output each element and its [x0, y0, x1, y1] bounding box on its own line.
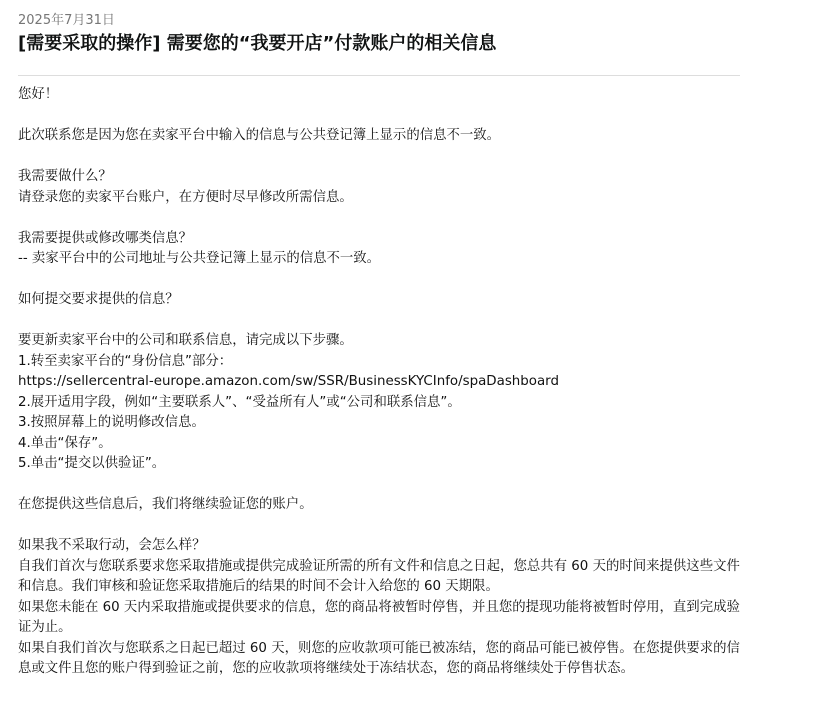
header-divider: [18, 75, 740, 76]
step-1-text: 1.转至卖家平台的“身份信息”部分：: [18, 353, 233, 369]
email-body: [18, 85, 740, 680]
step-3-text: 3.按照屏幕上的说明修改信息。: [18, 415, 205, 430]
email-subject: [需要采取的操作] 需要您的“我要开店”付款账户的相关信息: [18, 33, 497, 54]
after-text: 在您提供这些信息后，我们将继续验证您的账户。: [18, 497, 313, 512]
email-message: [18, 12, 740, 680]
which-info-heading: 我需要提供或修改哪类信息？: [18, 230, 193, 246]
what-todo-heading: 我需要做什么？: [18, 169, 112, 184]
intro-text: 此次联系您是因为您在卖家平台中输入的信息与公共登记簿上显示的信息不一致。: [18, 128, 501, 143]
no-action-paragraph-2: 如果您未能在 60 天内采取措施或提供要求的信息，您的商品将被暂时停售，并且您的提现功能将被暂时停用，直到完成验证为止。: [18, 599, 740, 635]
seller-central-link[interactable]: https://sellercentral-europe.amazon.com/sw/SSR/BusinessKYCInfo/spaDashboard: [18, 374, 559, 389]
what-todo-text: 请登录您的卖家平台账户，在方便时尽早修改所需信息。: [18, 189, 353, 205]
step-2-text: 2.展开适用字段，例如“主要联系人”、“受益所有人”或“公司和联系信息”。: [18, 394, 461, 410]
no-action-paragraph-1: 自我们首次与您联系要求您采取措施或提供完成验证所需的所有文件和信息之日起，您总共有 60 天的时间来提供这些文件和信息。我们审核和验证您采取措施后的结果的时间不会计入给您的 60 天期限。: [18, 558, 740, 594]
which-info-text: -- 卖家平台中的公司地址与公共登记簿上显示的信息不一致。: [18, 251, 381, 266]
how-submit-heading: 如何提交要求提供的信息？: [18, 292, 179, 307]
email-date: 2025年7月31日: [18, 13, 115, 28]
no-action-heading: 如果我不采取行动，会怎么样？: [18, 538, 206, 553]
step-4-text: 4.单击“保存”。: [18, 435, 112, 451]
how-submit-intro: 要更新卖家平台中的公司和联系信息，请完成以下步骤。: [18, 333, 353, 348]
step-5-text: 5.单击“提交以供验证”。: [18, 456, 166, 471]
no-action-paragraph-3: 如果自我们首次与您联系之日起已超过 60 天，则您的应收款项可能已被冻结，您的商品可能已被停售。在您提供要求的信息或文件且您的账户得到验证之前，您的应收款项将继续处于冻结状态，您的商品将继续处于停售状态。: [18, 640, 740, 676]
greeting-text: 您好！: [18, 87, 59, 102]
